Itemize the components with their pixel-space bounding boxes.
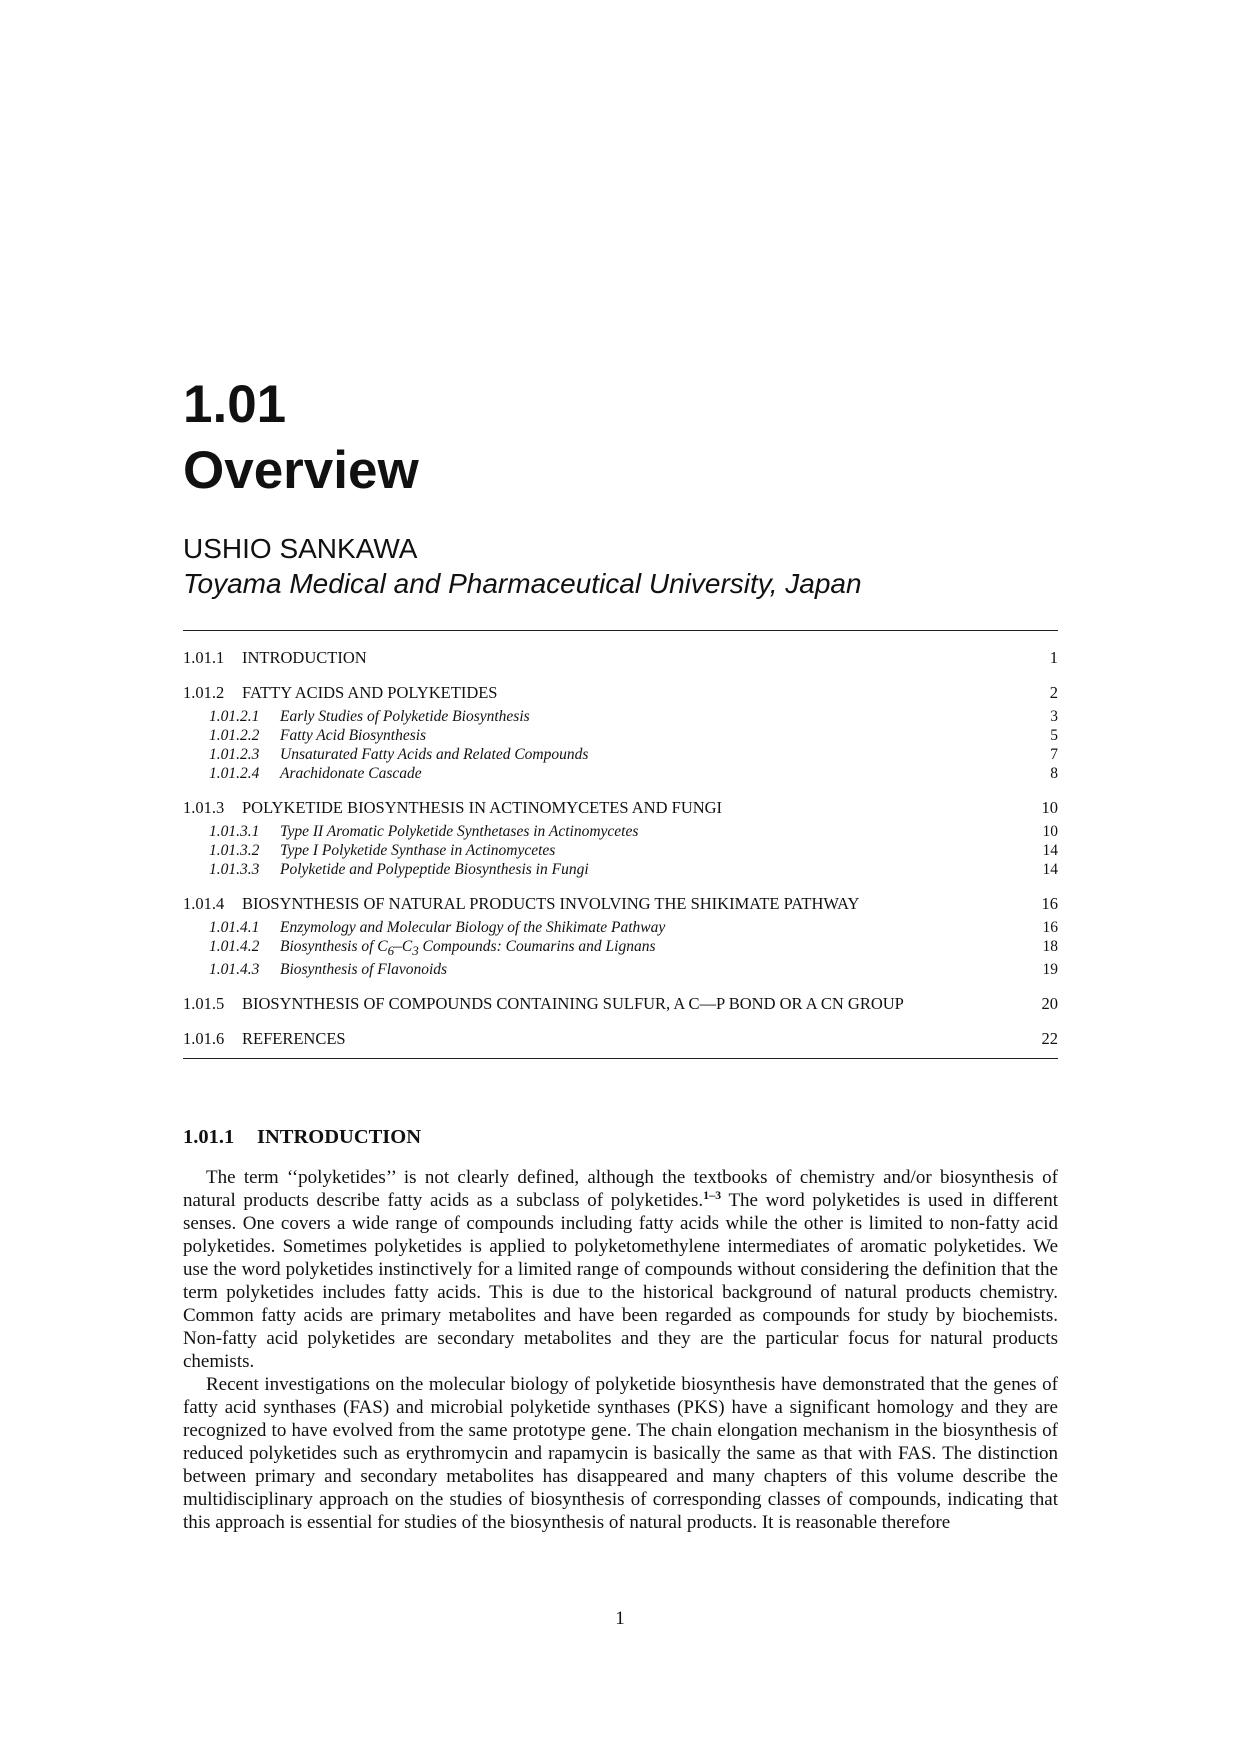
toc-title-part: Biosynthesis of C [280, 938, 388, 955]
toc-entry-number: 1.01.4 [183, 894, 225, 913]
subscript: 3 [412, 943, 419, 959]
author-name: USHIO SANKAWA [183, 533, 418, 564]
toc-entry-number: 1.01.5 [183, 994, 225, 1014]
toc-entry-page: 7 [1050, 746, 1058, 763]
paragraph-text: The word polyketides is used in different senses. One covers a wide range of compounds including fatty acids while the other is limited to non-fatty acid polyketides. Sometimes polyketides is applied to polyketomethylene intermediates of aromatic polyketides. We use the word polyketides instinctively for a limited range of compounds without considering the definition that the term polyketides includes fatty acids. This is due to the historical background of natural products chemistry. Common fatty acids are primary metabolites and have been regarded as compounds for study by biochemists. Non-fatty acid polyketides are secondary metabolites and they are the particular focus for natural products chemists. [183, 1190, 1058, 1372]
toc-entry-number: 1.01.3.3 [209, 861, 260, 878]
toc-subentry[interactable] [183, 918, 1058, 937]
toc-entry-title: Biosynthesis of Flavonoids [280, 961, 448, 979]
section-number: 1.01.1 [183, 1126, 235, 1148]
toc-entry-title: BIOSYNTHESIS OF COMPOUNDS CONTAINING SULFUR, A C—P BOND OR A CN GROUP [242, 994, 904, 1014]
toc-entry-number: 1.01.2.1 [209, 708, 260, 725]
section-heading [183, 1124, 421, 1150]
toc-entry-number: 1.01.4.2 [209, 938, 260, 955]
toc-entry-page: 16 [1042, 919, 1058, 936]
toc-entry-page: 5 [1050, 727, 1058, 744]
toc-entry-number: 1.01.1 [183, 648, 225, 667]
toc-entry-number: 1.01.2 [183, 683, 225, 702]
toc-entry-number: 1.01.3.1 [209, 823, 260, 840]
toc-entry[interactable] [183, 893, 1058, 914]
toc-entry-page: 8 [1050, 765, 1058, 782]
subscript: 6 [387, 943, 395, 959]
toc-entry-title: Polyketide and Polypeptide Biosynthesis in Fungi [280, 861, 589, 878]
toc-entry-title: INTRODUCTION [242, 648, 367, 667]
toc-entry[interactable] [183, 1028, 1058, 1049]
toc-entry[interactable] [183, 797, 1058, 818]
toc-entry-number: 1.01.4.3 [209, 961, 260, 979]
toc-entry-title: FATTY ACIDS AND POLYKETIDES [242, 683, 498, 702]
toc-entry-title: Enzymology and Molecular Biology of the Shikimate Pathway [280, 919, 666, 936]
chapter-number: 1.01 [183, 375, 287, 434]
reference-superscript[interactable]: 1–3 [703, 1188, 722, 1202]
toc-entry-page: 16 [1041, 894, 1058, 913]
toc-bottom-rule [183, 1058, 1058, 1059]
toc-entry-number: 1.01.2.3 [209, 746, 260, 763]
toc-subentry[interactable] [183, 745, 1058, 764]
toc-top-rule [183, 630, 1058, 631]
paragraph: Recent investigations on the molecular biology of polyketide biosynthesis have demonstrated that the genes of fatty acid synthases (FAS) and microbial polyketide synthases (PKS) have a significant homology and they are recognized to have evolved from the same prototype gene. The chain elongation mechanism in the biosynthesis of reduced polyketides such as erythromycin and rapamycin is basically the same as that with FAS. The distinction between primary and secondary metabolites has disappeared and many chapters of this volume describe the multidisciplinary approach on the studies of biosynthesis of corresponding classes of compounds, indicating that this approach is essential for studies of the biosynthesis of natural products. It is reasonable therefore [183, 1374, 1058, 1533]
body-text [183, 1166, 1058, 1534]
toc-entry-number: 1.01.3.2 [209, 842, 260, 859]
toc-entry-page: 22 [1041, 1029, 1058, 1049]
toc-entry-number: 1.01.6 [183, 1029, 225, 1049]
toc-entry-number: 1.01.3 [183, 798, 225, 817]
toc-entry-page: 10 [1041, 798, 1058, 817]
toc-subentry[interactable] [183, 726, 1058, 745]
toc-entry-title: Type I Polyketide Synthase in Actinomycetes [280, 842, 556, 859]
section-title: INTRODUCTION [257, 1126, 422, 1148]
toc-entry-title: Arachidonate Cascade [280, 765, 422, 782]
toc-subentry[interactable] [183, 822, 1058, 841]
toc-entry[interactable] [183, 647, 1058, 668]
toc-entry-title: REFERENCES [242, 1029, 346, 1049]
paragraph-text: The term ‘‘polyketides’’ is not clearly defined, although the textbooks of chemistry and/or biosynthesis of natural products describe fatty acids as a subclass of polyketides. [183, 1167, 1058, 1211]
toc-subentry[interactable] [183, 707, 1058, 726]
toc-entry[interactable] [183, 682, 1058, 703]
toc-subentry[interactable] [183, 841, 1058, 860]
toc-entry-title: POLYKETIDE BIOSYNTHESIS IN ACTINOMYCETES AND FUNGI [242, 798, 723, 817]
paragraph [183, 1166, 1058, 1373]
toc-entry-number: 1.01.4.1 [209, 919, 260, 936]
table-of-contents [183, 634, 1058, 1049]
toc-subentry[interactable] [183, 764, 1058, 783]
page-number: 1 [615, 1608, 625, 1629]
toc-entry-title: BIOSYNTHESIS OF NATURAL PRODUCTS INVOLVING THE SHIKIMATE PATHWAY [242, 894, 860, 913]
toc-title-part: –C [394, 938, 413, 955]
toc-entry-page: 1 [1049, 648, 1058, 667]
toc-entry-page: 2 [1049, 683, 1058, 702]
toc-entry-page: 14 [1042, 842, 1058, 859]
toc-entry-title: Early Studies of Polyketide Biosynthesis [280, 708, 530, 725]
toc-entry-title [280, 937, 1018, 960]
toc-entry-page: 10 [1042, 823, 1058, 840]
toc-entry-number: 1.01.2.2 [209, 727, 260, 744]
toc-entry-page: 18 [1042, 938, 1058, 955]
toc-subentry[interactable] [183, 937, 1058, 960]
author-affiliation: Toyama Medical and Pharmaceutical University, Japan [183, 568, 862, 599]
toc-entry-page: 20 [1041, 994, 1058, 1014]
toc-entry-title: Unsaturated Fatty Acids and Related Compounds [280, 746, 589, 763]
toc-subentry[interactable] [183, 960, 1058, 979]
toc-entry-title: Type II Aromatic Polyketide Synthetases in Actinomycetes [280, 823, 639, 840]
toc-title-part: Compounds: Coumarins and Lignans [418, 938, 656, 955]
toc-entry-page: 3 [1050, 708, 1058, 725]
toc-subentry[interactable] [183, 860, 1058, 879]
toc-entry-page: 14 [1042, 861, 1058, 878]
chapter-title: Overview [183, 441, 419, 500]
toc-entry-number: 1.01.2.4 [209, 765, 260, 782]
toc-entry-title: Fatty Acid Biosynthesis [280, 727, 427, 744]
toc-entry-page: 19 [1042, 961, 1058, 979]
toc-entry[interactable] [183, 993, 1058, 1014]
